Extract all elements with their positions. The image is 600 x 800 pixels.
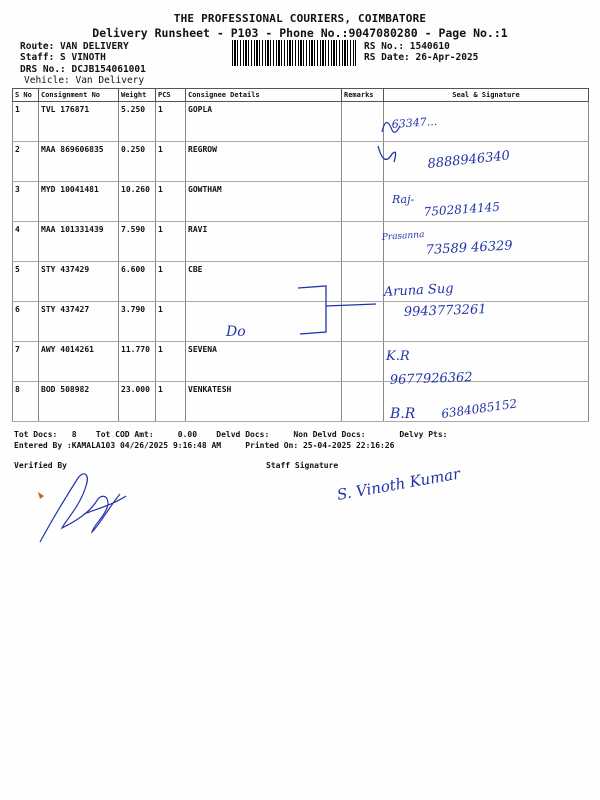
col-header-signature: Seal & Signature	[384, 89, 589, 102]
table-row	[13, 142, 589, 182]
ink-mark	[38, 492, 44, 499]
table-row	[13, 102, 589, 142]
table-row	[13, 182, 589, 222]
hw-row4-phone: 73589 46329	[425, 238, 513, 258]
cell-sno: 5	[13, 262, 39, 302]
cell-pcs: 1	[156, 302, 186, 342]
cell-consignment: AWY 4014261	[39, 342, 119, 382]
barcode	[232, 40, 356, 66]
col-header-consignment: Consignment No	[39, 89, 119, 102]
route-label: Route: VAN DELIVERY	[20, 41, 129, 52]
cell-sno: 4	[13, 222, 39, 262]
rs-number: RS No.: 1540610	[364, 41, 450, 52]
hw-row6-ditto: Do	[226, 324, 246, 340]
cell-pcs: 1	[156, 222, 186, 262]
table-row	[13, 222, 589, 262]
cell-consignment: MAA 101331439	[39, 222, 119, 262]
cell-weight: 10.260	[119, 182, 156, 222]
hw-row3-initials: Raj-	[392, 193, 415, 206]
cell-signature	[384, 222, 589, 262]
cell-pcs: 1	[156, 342, 186, 382]
hw-row5-phone: 9943773261	[403, 302, 487, 320]
entered-by-line: Entered By :KAMALA103 04/26/2025 9:16:48 AM Printed On: 25-04-2025 22:16:26	[14, 441, 395, 450]
table-row	[13, 342, 589, 382]
cell-remarks	[342, 302, 384, 342]
cell-signature	[384, 102, 589, 142]
cell-consignee: GOWTHAM	[186, 182, 342, 222]
cell-sno: 3	[13, 182, 39, 222]
cell-consignment: MYD 10041481	[39, 182, 119, 222]
cell-pcs: 1	[156, 382, 186, 422]
cell-sno: 1	[13, 102, 39, 142]
runsheet-table	[12, 88, 589, 422]
hw-row5-name: Aruna Sug	[383, 281, 454, 300]
cell-weight: 7.590	[119, 222, 156, 262]
cell-weight: 0.250	[119, 142, 156, 182]
cell-remarks	[342, 342, 384, 382]
col-header-sno: S No	[13, 89, 39, 102]
cell-remarks	[342, 382, 384, 422]
cell-sno: 8	[13, 382, 39, 422]
rs-date: RS Date: 26-Apr-2025	[364, 52, 479, 63]
cell-weight: 5.250	[119, 102, 156, 142]
cell-remarks	[342, 102, 384, 142]
cell-consignment: MAA 869606835	[39, 142, 119, 182]
col-header-consignee: Consignee Details	[186, 89, 342, 102]
hw-row1: 63347...	[391, 114, 438, 131]
cell-pcs: 1	[156, 142, 186, 182]
cell-consignment: BOD 508982	[39, 382, 119, 422]
cell-weight: 11.770	[119, 342, 156, 382]
cell-signature	[384, 342, 589, 382]
hw-row3: 7502814145	[423, 199, 501, 219]
cell-consignment: STY 437429	[39, 262, 119, 302]
cell-weight: 3.790	[119, 302, 156, 342]
cell-sno: 2	[13, 142, 39, 182]
cell-sno: 6	[13, 302, 39, 342]
cell-weight: 23.000	[119, 382, 156, 422]
col-header-remarks: Remarks	[342, 89, 384, 102]
cell-pcs: 1	[156, 102, 186, 142]
table-row	[13, 262, 589, 302]
table-row	[13, 382, 589, 422]
cell-consignment: STY 437427	[39, 302, 119, 342]
cell-consignee: RAVI	[186, 222, 342, 262]
cell-signature	[384, 182, 589, 222]
col-header-pcs: PCS	[156, 89, 186, 102]
table-header-row	[13, 89, 589, 102]
cell-signature	[384, 302, 589, 342]
cell-pcs: 1	[156, 182, 186, 222]
drs-number: DRS No.: DCJB154061001	[20, 64, 146, 75]
staff-signature: S. Vinoth Kumar	[335, 464, 462, 504]
hw-row8-name: B.R	[390, 406, 416, 422]
staff-signature-label: Staff Signature	[266, 461, 339, 470]
cell-consignee	[186, 302, 342, 342]
cell-sno: 7	[13, 342, 39, 382]
company-name: THE PROFESSIONAL COURIERS, COIMBATORE	[173, 12, 427, 25]
totals-line: Tot Docs: 8 Tot COD Amt: 0.00 Delvd Docs: Non Delvd Docs: Delvy Pts:	[14, 430, 448, 439]
verified-signature	[40, 474, 126, 542]
cell-signature	[384, 382, 589, 422]
cell-signature	[384, 142, 589, 182]
cell-remarks	[342, 222, 384, 262]
cell-consignee: REGROW	[186, 142, 342, 182]
cell-remarks	[342, 182, 384, 222]
runsheet-title: Delivery Runsheet - P103 - Phone No.:9047080280 - Page No.:1	[92, 26, 508, 40]
cell-consignment: TVL 176871	[39, 102, 119, 142]
staff-label: Staff: S VINOTH	[20, 52, 106, 63]
cell-consignee: VENKATESH	[186, 382, 342, 422]
vehicle-label: Vehicle: Van Delivery	[24, 75, 145, 86]
cell-signature	[384, 262, 589, 302]
cell-consignee: CBE	[186, 262, 342, 302]
cell-remarks	[342, 142, 384, 182]
hw-row4-name: Prasanna	[381, 230, 425, 243]
cell-consignee: GOPLA	[186, 102, 342, 142]
verified-by-label: Verified By	[14, 461, 67, 470]
hw-row7-phone: 9677926362	[389, 370, 473, 388]
col-header-weight: Weight	[119, 89, 156, 102]
table-row	[13, 302, 589, 342]
hw-row7-name: K.R	[386, 349, 410, 364]
cell-remarks	[342, 262, 384, 302]
hw-row8-phone: 6384085152	[440, 396, 519, 421]
cell-weight: 6.600	[119, 262, 156, 302]
cell-pcs: 1	[156, 262, 186, 302]
hw-row2: 8888946340	[426, 148, 511, 172]
cell-consignee: SEVENA	[186, 342, 342, 382]
